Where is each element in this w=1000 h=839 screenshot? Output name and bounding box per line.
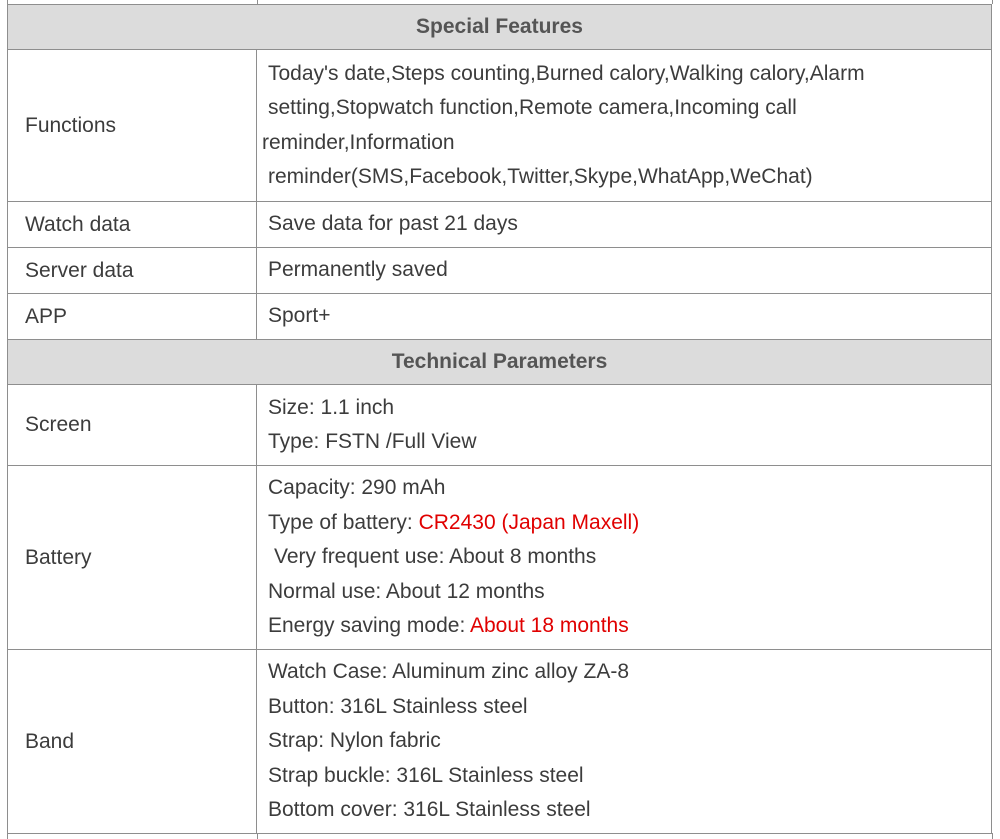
battery-frequent-use: Very frequent use: About 8 months bbox=[274, 545, 597, 569]
app-label: APP bbox=[8, 294, 257, 340]
battery-normal-use: Normal use: About 12 months bbox=[268, 579, 545, 603]
functions-line-4: reminder(SMS,Facebook,Twitter,Skype,WhatApp,WeChat) bbox=[268, 165, 813, 188]
special-features-header: Special Features bbox=[8, 5, 992, 50]
battery-type-value: CR2430 (Japan Maxell) bbox=[418, 510, 640, 534]
functions-line-3: reminder,Information bbox=[262, 130, 455, 154]
app-text: Sport+ bbox=[268, 304, 331, 328]
screen-type: Type: FSTN /Full View bbox=[268, 430, 477, 453]
band-button: Button: 316L Stainless steel bbox=[268, 694, 528, 718]
server-data-text: Permanently saved bbox=[268, 258, 448, 282]
battery-type-prefix: Type of battery: bbox=[268, 510, 419, 534]
table-row-server-data bbox=[8, 248, 992, 294]
functions-label: Functions bbox=[8, 50, 257, 202]
battery-capacity: Capacity: 290 mAh bbox=[268, 476, 446, 500]
table-row-band bbox=[8, 650, 992, 834]
table-row-screen bbox=[8, 385, 992, 466]
screen-size: Size: 1.1 inch bbox=[268, 395, 395, 419]
watch-data-text: Save data for past 21 days bbox=[268, 212, 518, 236]
server-data-value bbox=[257, 248, 992, 294]
band-bottom-cover: Bottom cover: 316L Stainless steel bbox=[268, 798, 591, 822]
server-data-label: Server data bbox=[8, 248, 257, 294]
band-watch-case: Watch Case: Aluminum zinc alloy ZA-8 bbox=[268, 660, 630, 684]
watch-data-value bbox=[257, 202, 992, 248]
watch-data-label: Watch data bbox=[8, 202, 257, 248]
battery-type bbox=[268, 506, 991, 541]
screen-value bbox=[257, 385, 992, 466]
functions-line-1: Today's date,Steps counting,Burned calory,Walking calory,Alarm bbox=[268, 61, 865, 85]
app-value bbox=[257, 294, 992, 340]
battery-label: Battery bbox=[8, 466, 257, 650]
band-value bbox=[257, 650, 992, 834]
band-label: Band bbox=[8, 650, 257, 834]
table-row-battery bbox=[8, 466, 992, 650]
table-row-functions bbox=[8, 50, 992, 202]
technical-parameters-header: Technical Parameters bbox=[8, 340, 992, 385]
battery-energy-prefix: Energy saving mode: bbox=[268, 614, 470, 638]
functions-value bbox=[257, 50, 992, 202]
screen-label: Screen bbox=[8, 385, 257, 466]
battery-energy-value: About 18 months bbox=[469, 614, 629, 638]
band-strap: Strap: Nylon fabric bbox=[268, 729, 441, 753]
table-row-watch-data bbox=[8, 202, 992, 248]
functions-line-2: setting,Stopwatch function,Remote camera,Incoming call bbox=[268, 96, 797, 119]
next-row-stub bbox=[7, 833, 993, 839]
table-row-app bbox=[8, 294, 992, 340]
spec-table bbox=[7, 4, 992, 834]
technical-parameters-header-row bbox=[8, 340, 992, 385]
band-strap-buckle: Strap buckle: 316L Stainless steel bbox=[268, 763, 584, 787]
special-features-header-row bbox=[8, 5, 992, 50]
battery-energy-saving bbox=[268, 609, 991, 644]
battery-value bbox=[257, 466, 992, 650]
